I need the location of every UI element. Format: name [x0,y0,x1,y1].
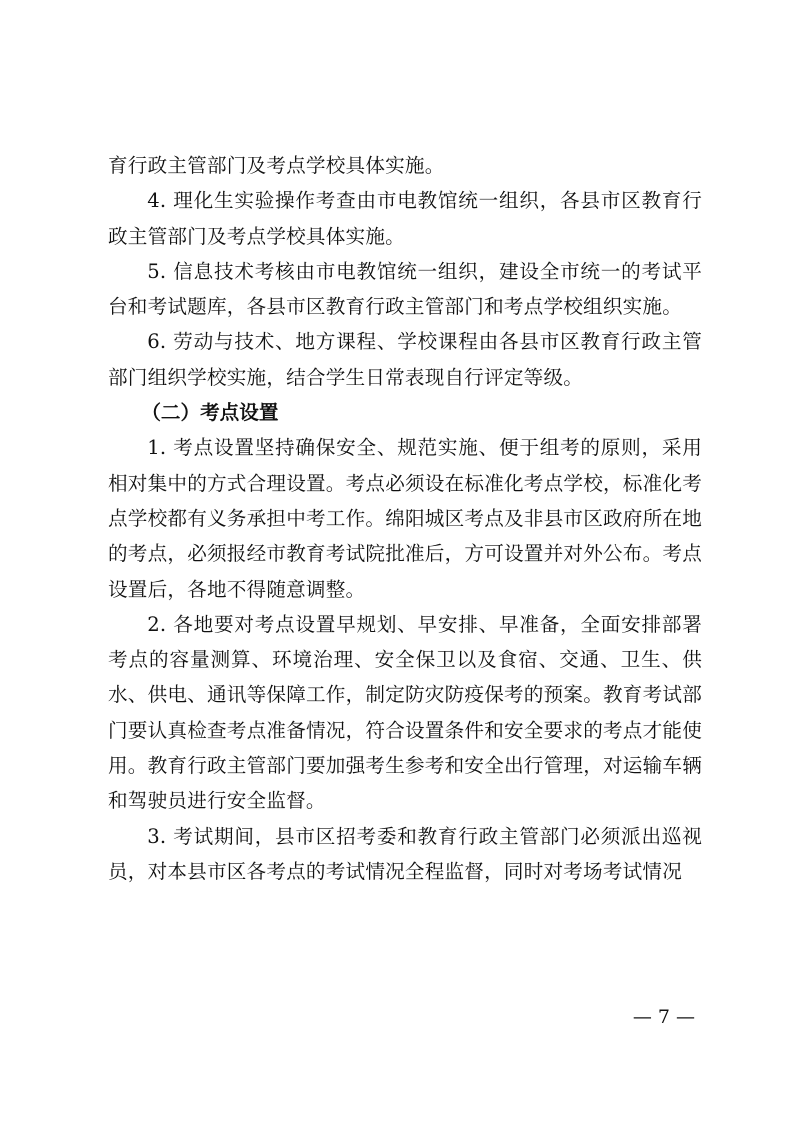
paragraph-item-6: 6. 劳动与技术、地方课程、学校课程由各县市区教育行政主管部门组织学校实施，结合学生日常表现自行评定等级。 [108,330,702,389]
page-number: — 7 — [632,1006,695,1028]
paragraph-exam-site-1: 1. 考点设置坚持确保安全、规范实施、便于组考的原则，采用相对集中的方式合理设置。考点必须设在标准化考点学校，标准化考点学校都有义务承担中考工作。绵阳城区考点及非县市区政府所在地的考点，必须报经市教育考试院批准后，方可设置并对外公布。考点设置后，各地不得随意调整。 [108,436,702,601]
paragraph-exam-site-3: 3. 考试期间，县市区招考委和教育行政主管部门必须派出巡视员，对本县市区各考点的考试情况全程监督，同时对考场考试情况 [108,824,702,883]
paragraph-item-5: 5. 信息技术考核由市电教馆统一组织，建设全市统一的考试平台和考试题库，各县市区教育行政主管部门和考点学校组织实施。 [108,259,702,319]
paragraph-continuation: 育行政主管部门及考点学校具体实施。 [108,154,445,177]
section-heading: （二）考点设置 [141,401,279,425]
paragraph-item-4: 4. 理化生实验操作考查由市电教馆统一组织，各县市区教育行政主管部门及考点学校具体实施。 [108,189,702,248]
document-body [108,148,702,889]
paragraph-exam-site-2: 2. 各地要对考点设置早规划、早安排、早准备，全面安排部署考点的容量测算、环境治理、安全保卫以及食宿、交通、卫生、供水、供电、通讯等保障工作，制定防灾防疫保考的预案。教育考试部门要认真检查考点准备情况，符合设置条件和安全要求的考点才能使用。教育行政主管部门要加强考生参考和安全出行管理，对运输车辆和驾驶员进行安全监督。 [108,612,702,813]
